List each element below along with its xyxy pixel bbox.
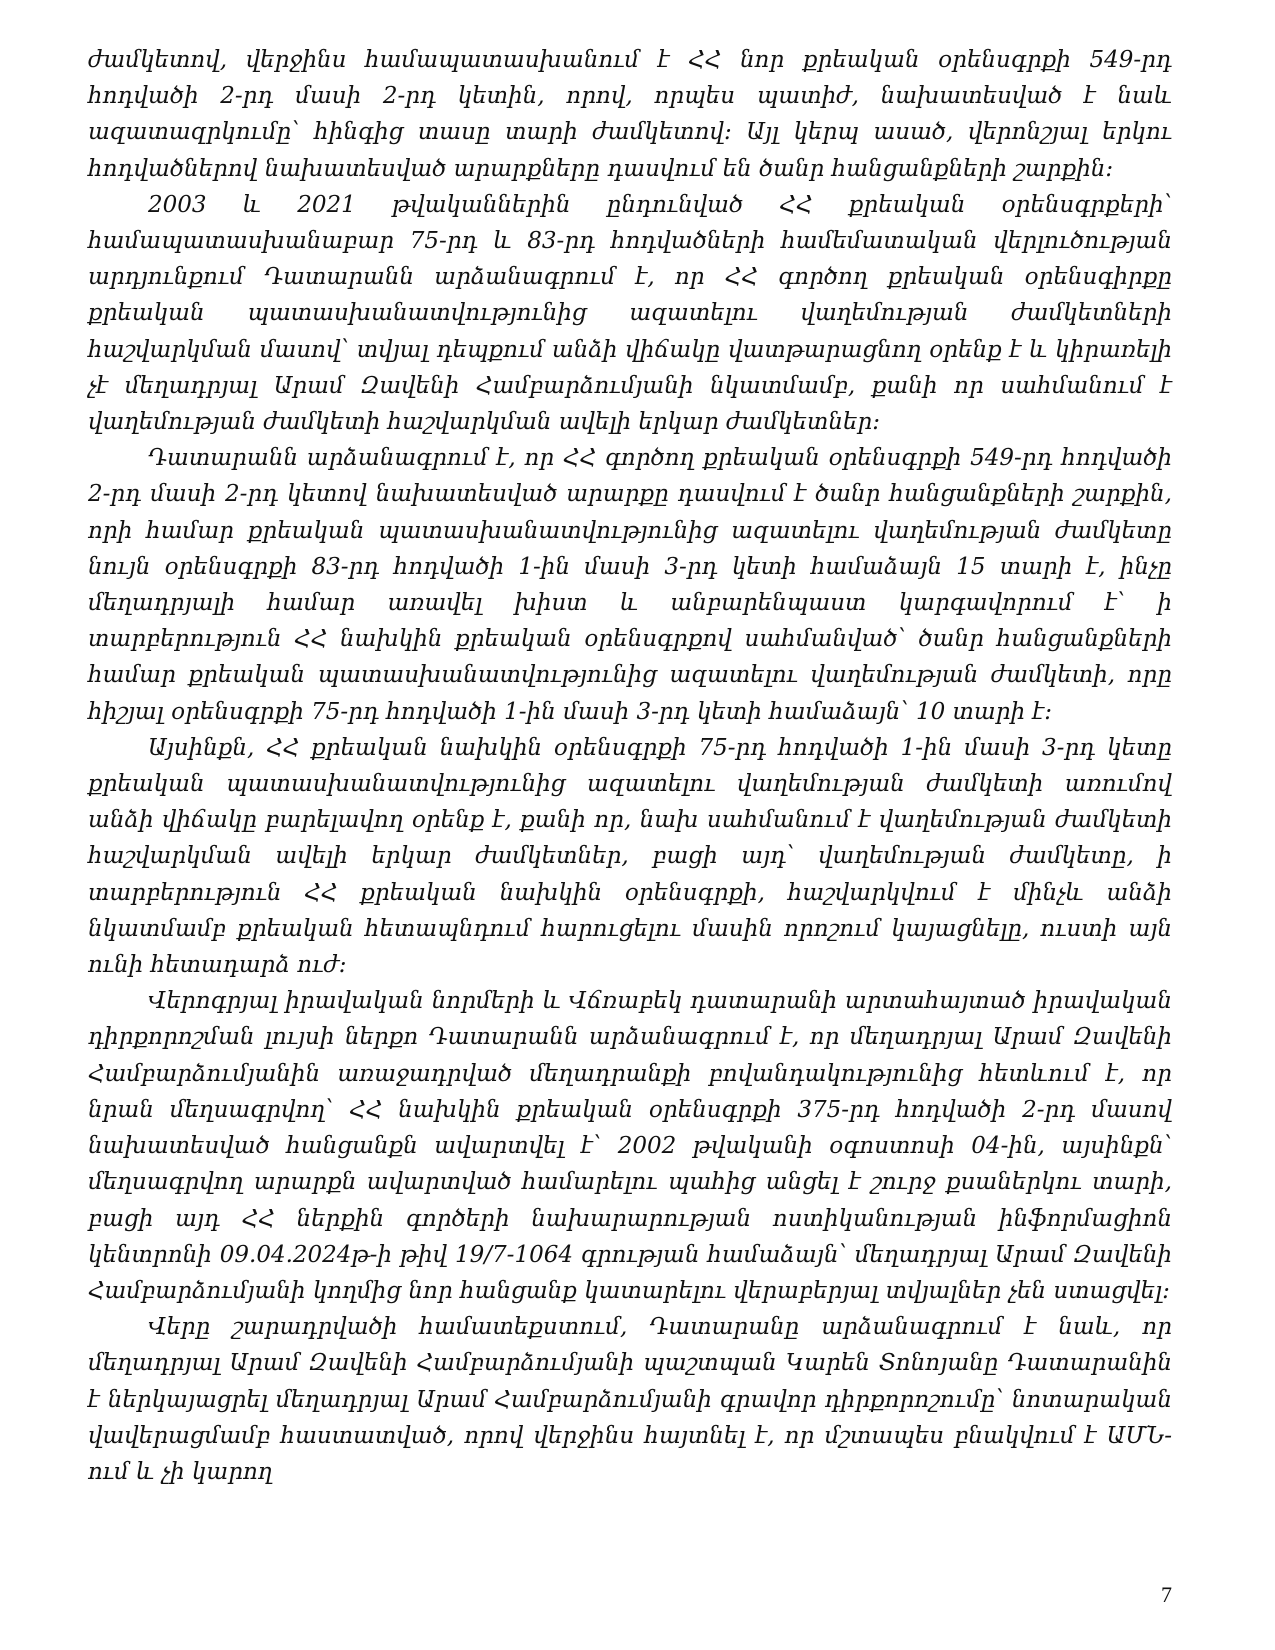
- page-number: 7: [1161, 1582, 1172, 1607]
- paragraph-limitation-period: Դատարանն արձանագրում է, որ ՀՀ գործող քրեական օրենսգրքի 549-րդ հոդվածի 2-րդ մասի 2-րդ կետով նախատեսված արարքը դասվում է ծանր հանցանքների շարքին, որի համար քրեական պատասխանատվությունից ազատելու վաղեմության ժամկետը նույն օրենսգրքի 83-րդ հոդվածի 1-ին մասի 3-րդ կետի համաձայն 15 տարի է, ինչը մեղադրյալի համար առավել խիստ և անբարենպաստ կարգավորում է՝ ի տարբերություն ՀՀ նախկին քրեական օրենսգրքով սահմանված՝ ծանր հանցանքների համար քրեական պատասխանատվությունից ազատելու վաղեմության ժամկետի, որը հիշյալ օրենսգրքի 75-րդ հոդվածի 1-ին մասի 3-րդ կետի համաձայն՝ 10 տարի է:: [88, 445, 1172, 725]
- document-body: [88, 42, 1172, 1490]
- paragraph-court-finding: Վերոգրյալ իրավական նորմերի և Վճռաբեկ դատարանի արտահայտած իրավական դիրքորոշման լույսի ներքո Դատարանն արձանագրում է, որ մեղադրյալ Արամ Զավենի Համբարձումյանին առաջադրված մեղադրանքի բովանդակությունից հետևում է, որ նրան մեղսագրվող՝ ՀՀ նախկին քրեական օրենսգրքի 375-րդ հոդվածի 2-րդ մասով նախատեսված հանցանքն ավարտվել է՝ 2002 թվականի օգոստոսի 04-ին, այսինքն՝ մեղսագրվող արարքն ավարտված համարելու պահից անցել է շուրջ քսաներկու տարի, բացի այդ ՀՀ ներքին գործերի նախարարության ոստիկանության ինֆորմացիոն կենտրոնի 09.04.2024թ-ի թիվ 19/7-1064 գրության համաձայն՝ մեղադրյալ Արամ Զավենի Համբարձումյանի կողմից նոր հանցանք կատարելու վերաբերյալ տվյալներ չեն ստացվել:: [88, 988, 1172, 1304]
- paragraph-defense-position: Վերը շարադրվածի համատեքստում, Դատարանը արձանագրում է նաև, որ մեղադրյալ Արամ Զավենի Համբարձումյանի պաշտպան Կարեն Տոնոյանը Դատարանին է ներկայացրել մեղադրյալ Արամ Համբարձումյանի գրավոր դիրքորոշումը՝ նոտարական վավերացմամբ հաստատված, որով վերջինս հայտնել է, որ մշտապես բնակվում է ԱՄՆ-ում և չի կարող: [88, 1314, 1172, 1485]
- paragraph-retroactive-effect: Այսինքն, ՀՀ քրեական նախկին օրենսգրքի 75-րդ հոդվածի 1-ին մասի 3-րդ կետը քրեական պատասխանատվությունից ազատելու վաղեմության ժամկետի առումով անձի վիճակը բարելավող օրենք է, քանի որ, նախ սահմանում է վաղեմության ժամկետի հաշվարկման ավելի երկար ժամկետներ, բացի այդ՝ վաղեմության ժամկետը, ի տարբերություն ՀՀ քրեական նախկին օրենսգրքի, հաշվարկվում է մինչև անձի նկատմամբ քրեական հետապնդում հարուցելու մասին որոշում կայացնելը, ուստի այն ունի հետադարձ ուժ:: [88, 734, 1172, 979]
- paragraph-continuation: ժամկետով, վերջինս համապատասխանում է ՀՀ նոր քրեական օրենսգրքի 549-րդ հոդվածի 2-րդ մասի 2-րդ կետին, որով, որպես պատիժ, նախատեսված է նաև ազատազրկումը՝ հինգից տասը տարի ժամկետով: Այլ կերպ ասած, վերոնշյալ երկու հոդվածներով նախատեսված արարքները դասվում են ծանր հանցանքների շարքին:: [88, 47, 1172, 182]
- paragraph-code-comparison: 2003 և 2021 թվականներին ընդունված ՀՀ քրեական օրենսգրքերի՝ համապատասխանաբար 75-րդ և 83-րդ հոդվածների համեմատական վերլուծության արդյունքում Դատարանն արձանագրում է, որ ՀՀ գործող քրեական օրենսգիրքը քրեական պատասխանատվությունից ազատելու վաղեմության ժամկետների հաշվարկման մասով՝ տվյալ դեպքում անձի վիճակը վատթարացնող օրենք է և կիրառելի չէ մեղադրյալ Արամ Զավենի Համբարձումյանի նկատմամբ, քանի որ սահմանում է վաղեմության ժամկետի հաշվարկման ավելի երկար ժամկետներ:: [88, 191, 1172, 436]
